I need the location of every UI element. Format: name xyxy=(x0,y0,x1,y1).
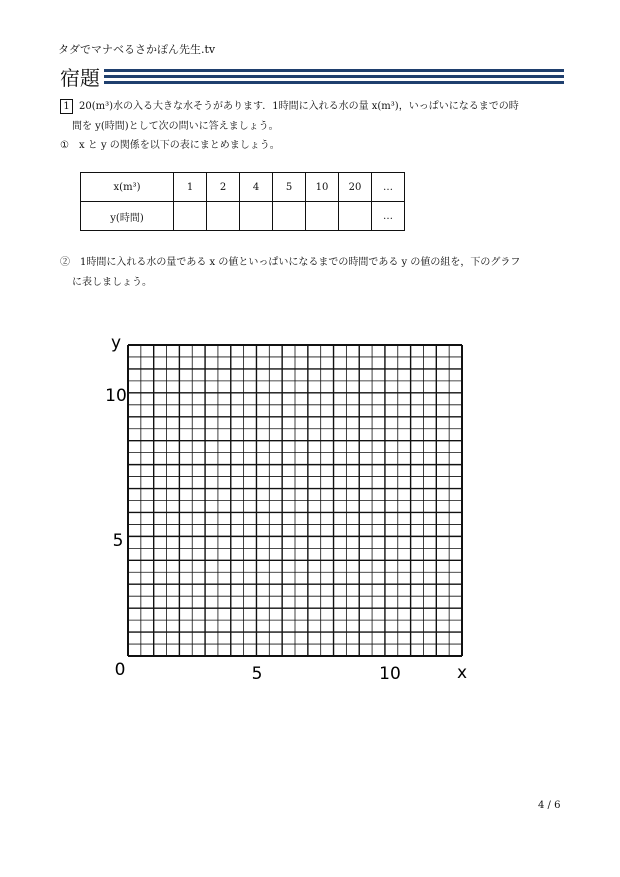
table-cell-y: … xyxy=(372,202,405,231)
table-cell-x: 1 xyxy=(174,173,207,202)
table-cell-x: 5 xyxy=(273,173,306,202)
subquestion-2-line1: ② 1時間に入れる水の量である x の値といっぱいになるまでの時間である y の値の組を，下のグラフ xyxy=(60,257,521,268)
graph-y-tick-label: 5 xyxy=(112,531,124,551)
graph-x-axis-label: x xyxy=(456,663,468,683)
table-cell-x: 20 xyxy=(339,173,372,202)
graph-y-tick-label: 10 xyxy=(105,386,127,406)
subquestion-1: ① x と y の関係を以下の表にまとめましょう。 xyxy=(60,140,280,151)
question-number: 1 xyxy=(60,99,73,114)
table-cell-x: 4 xyxy=(240,173,273,202)
graph-origin-label: 0 xyxy=(114,660,126,680)
graph-grid xyxy=(128,345,462,656)
table-cell-x: … xyxy=(372,173,405,202)
question-text-line1: 20(m³)水の入る大きな水そうがあります．1時間に入れる水の量 x(m³)，いっぱいになるまでの時 xyxy=(79,101,519,112)
graph-y-axis-label: y xyxy=(110,333,122,353)
page-number: 4 / 6 xyxy=(538,800,561,811)
graph-x-tick-label: 10 xyxy=(379,664,401,684)
page-title: 宿題 xyxy=(60,66,100,90)
site-header: タダでマナベるさかぽん先生.tv xyxy=(58,43,216,56)
table-header-y: y(時間) xyxy=(81,202,174,231)
subquestion-2-line2: に表しましょう。 xyxy=(72,277,152,288)
table-cell-x: 10 xyxy=(306,173,339,202)
table-cell-x: 2 xyxy=(207,173,240,202)
question-text-line2: 間を y(時間)として次の問いに答えましょう。 xyxy=(72,121,279,132)
graph-x-tick-label: 5 xyxy=(251,664,263,684)
table-header-x: x(m³) xyxy=(81,173,174,202)
